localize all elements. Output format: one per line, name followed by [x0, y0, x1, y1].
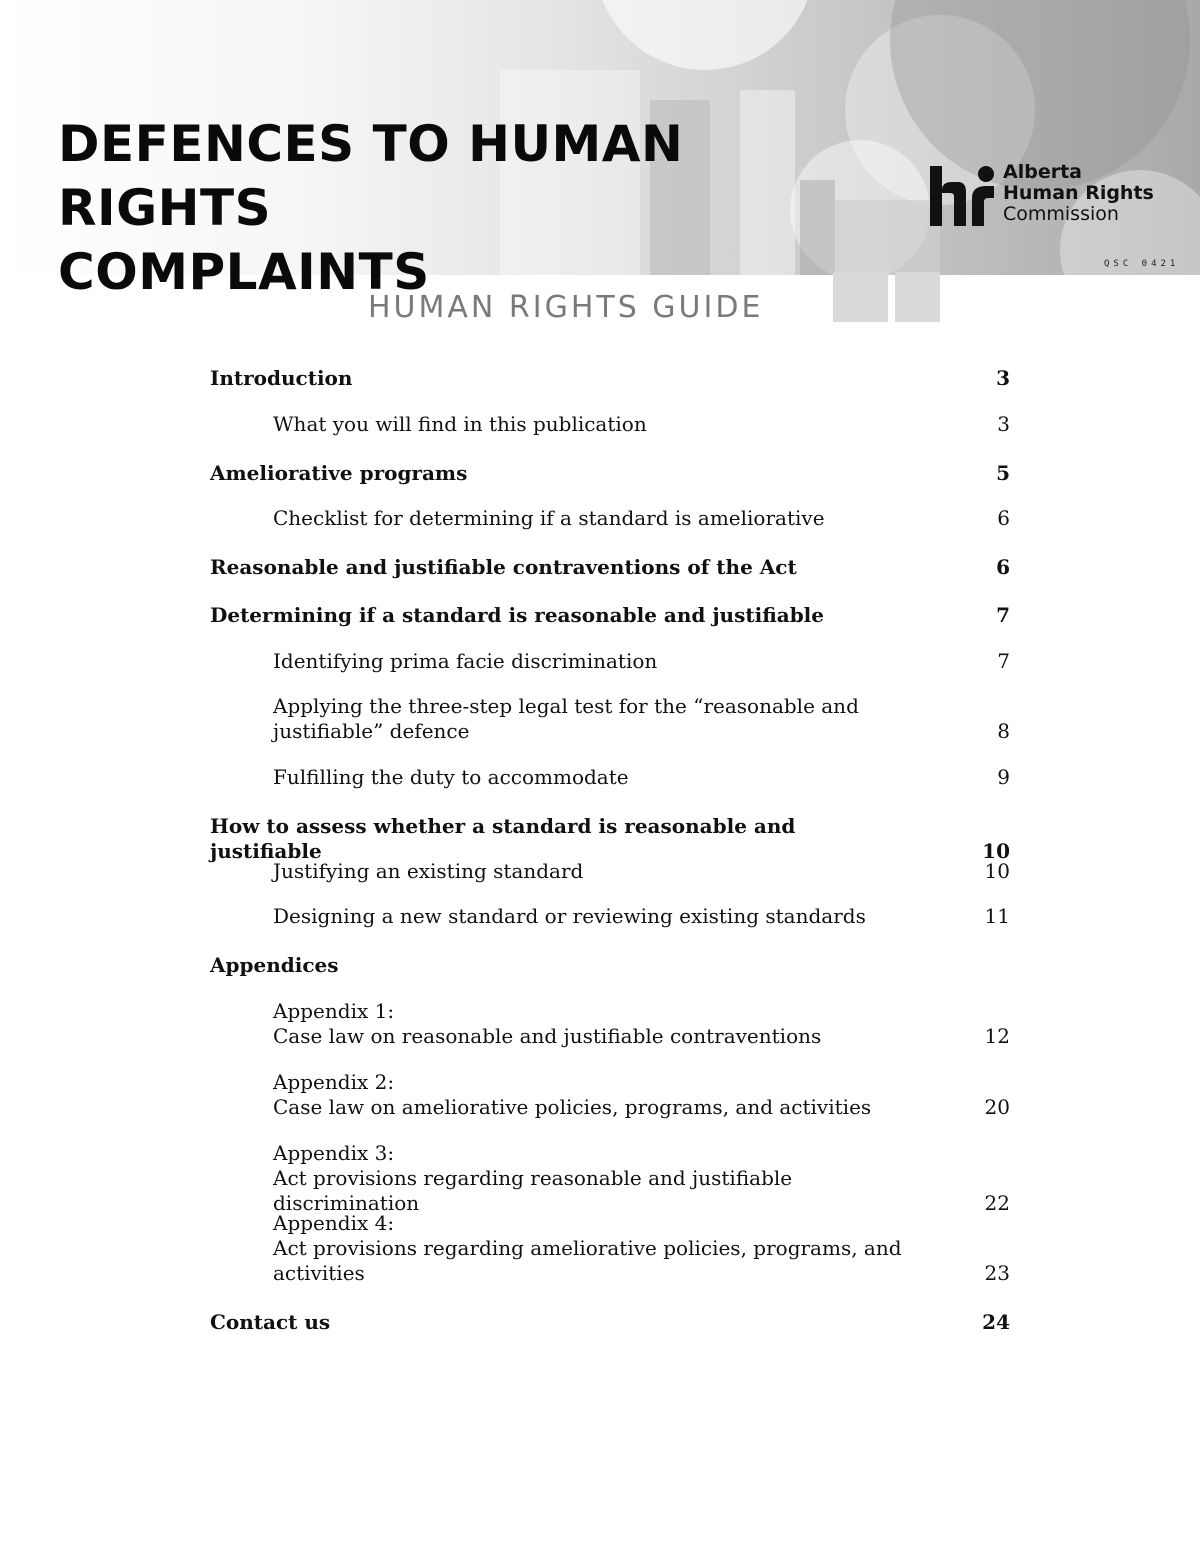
toc-page-number: 8: [997, 719, 1010, 743]
toc-entry-prefix: Appendix 1:: [273, 999, 395, 1023]
commission-logo: [928, 160, 1178, 235]
toc-page-number: 22: [984, 1191, 1010, 1215]
toc-entry[interactable]: [273, 1070, 1010, 1120]
toc-entry[interactable]: [273, 694, 1010, 744]
toc-entry[interactable]: [273, 859, 1010, 884]
toc-page-number: 3: [997, 412, 1010, 436]
toc-page-number: 23: [984, 1261, 1010, 1285]
toc-page-number: 12: [984, 1024, 1010, 1048]
toc-entry[interactable]: [273, 904, 1010, 929]
toc-page-number: 6: [996, 555, 1010, 579]
toc-entry-title: Appendices: [210, 953, 339, 977]
toc-page-number: 9: [997, 765, 1010, 789]
toc-page-number: 6: [997, 506, 1010, 530]
logo-wordmark: [1003, 162, 1154, 225]
toc-entry[interactable]: [273, 412, 1010, 437]
toc-entry[interactable]: [273, 649, 1010, 674]
toc-entry-title: How to assess whether a standard is reasonable and justifiable: [210, 814, 796, 863]
toc-entry-title: Justifying an existing standard: [273, 859, 584, 883]
title-line-1: DEFENCES TO HUMAN RIGHTS: [58, 115, 684, 237]
title-line-2: COMPLAINTS: [58, 243, 430, 301]
toc-entry-title: Identifying prima facie discrimination: [273, 649, 658, 673]
toc-page-number: 5: [996, 461, 1010, 485]
guide-label: HUMAN RIGHTS GUIDE: [368, 290, 764, 325]
toc-page-number: 3: [996, 366, 1010, 390]
toc-entry-title: Determining if a standard is reasonable and justifiable: [210, 603, 825, 627]
toc-entry-title: Case law on ameliorative policies, programs, and activities: [273, 1095, 872, 1119]
catalog-code: QSC 0421: [1104, 259, 1180, 269]
toc-page-number: 10: [982, 839, 1010, 863]
toc-entry[interactable]: [273, 999, 1010, 1049]
logo-line-3: Commission: [1003, 203, 1119, 225]
toc-entry[interactable]: [210, 1310, 1010, 1335]
toc-entry-prefix: Appendix 2:: [273, 1070, 395, 1094]
toc-entry-title: Ameliorative programs: [210, 461, 468, 485]
toc-entry-prefix: Appendix 4:: [273, 1211, 395, 1235]
toc-entry[interactable]: [273, 1211, 1010, 1286]
toc-entry-prefix: Appendix 3:: [273, 1141, 395, 1165]
toc-page-number: 24: [982, 1310, 1010, 1334]
toc-entry[interactable]: [210, 366, 1010, 391]
toc-page-number: 20: [984, 1095, 1010, 1119]
toc-entry-title: Fulfilling the duty to accommodate: [273, 765, 629, 789]
toc-entry-title: Act provisions regarding reasonable and justifiable discrimination: [273, 1166, 793, 1215]
toc-page-number: 11: [984, 904, 1010, 928]
toc-page-number: 7: [997, 649, 1010, 673]
toc-entry-title: What you will find in this publication: [273, 412, 647, 436]
toc-entry-title: Applying the three-step legal test for the “reasonable and justifiable” defence: [273, 694, 859, 743]
toc-entry[interactable]: [210, 603, 1010, 628]
toc-entry[interactable]: [210, 953, 1010, 978]
toc-entry[interactable]: [273, 765, 1010, 790]
toc-page-number: 10: [984, 859, 1010, 883]
toc-entry-title: Contact us: [210, 1310, 331, 1334]
toc-entry[interactable]: [210, 555, 1010, 580]
toc-entry-title: Designing a new standard or reviewing existing standards: [273, 904, 866, 928]
toc-entry-title: Checklist for determining if a standard is ameliorative: [273, 506, 825, 530]
logo-line-1: Alberta: [1003, 161, 1082, 183]
hr-monogram-icon: [928, 160, 998, 228]
toc-entry-title: Act provisions regarding ameliorative policies, programs, and activities: [273, 1236, 902, 1285]
toc-entry-title: Reasonable and justifiable contraventions of the Act: [210, 555, 797, 579]
toc-entry-title: Introduction: [210, 366, 353, 390]
logo-line-2: Human Rights: [1003, 182, 1154, 204]
document-title: [58, 112, 878, 304]
toc-entry[interactable]: [210, 461, 1010, 486]
toc-entry[interactable]: [273, 506, 1010, 531]
toc-entry[interactable]: [273, 1141, 1010, 1216]
toc-entry-title: Case law on reasonable and justifiable contraventions: [273, 1024, 822, 1048]
toc-page-number: 7: [996, 603, 1010, 627]
toc-entry[interactable]: [210, 814, 1010, 864]
